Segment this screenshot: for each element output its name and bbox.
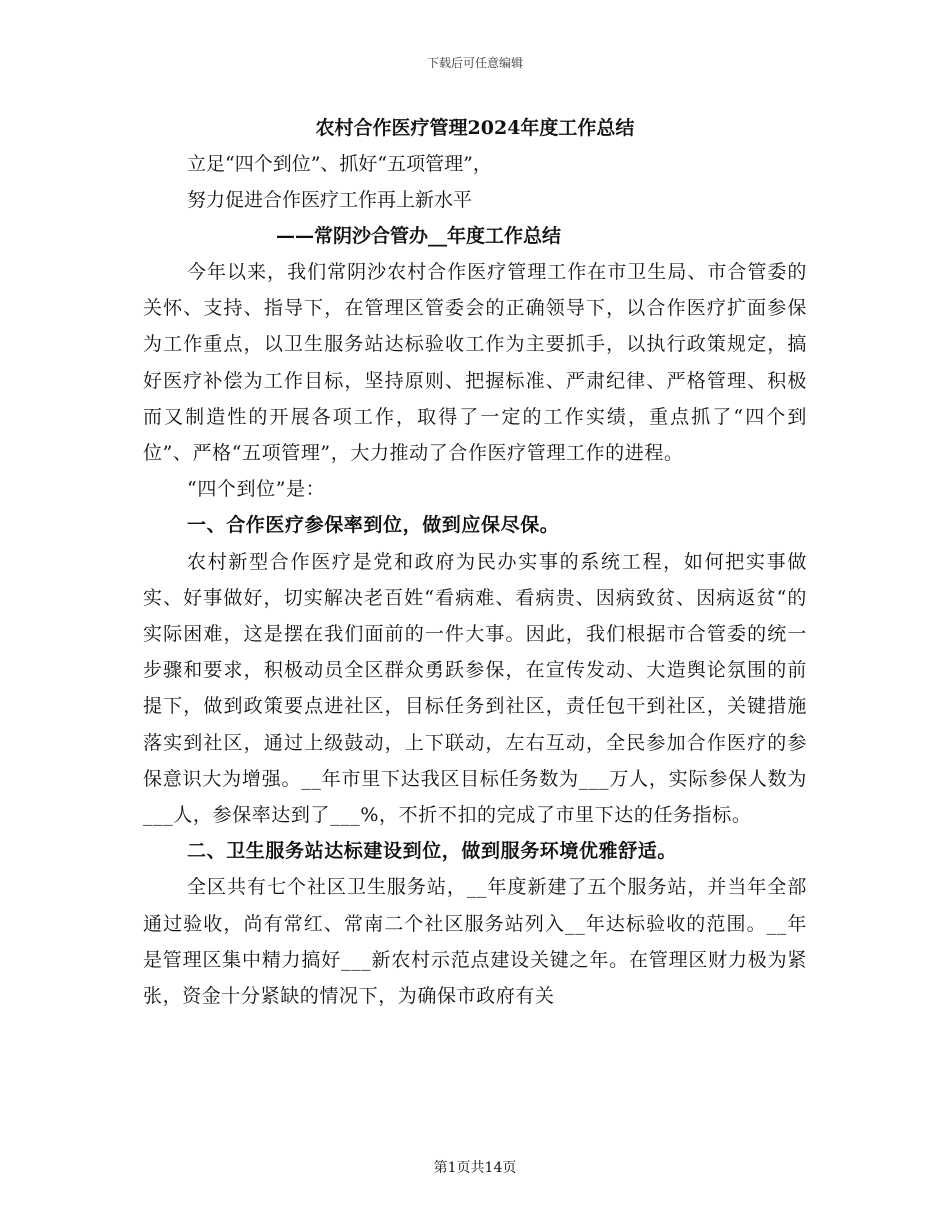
section-heading-1: 一、合作医疗参保率到位，做到应保尽保。 bbox=[187, 514, 560, 537]
byline: ——常阴沙合管办__年度工作总结 bbox=[276, 225, 562, 247]
paragraph-section-2: 全区共有七个社区卫生服务站，__年度新建了五个服务站，并当年全部通过验收，尚有常红、常南二个社区服务站列入__年达标验收的范围。__年是管理区集中精力搞好___新农村示范点建设关键之年。在管理区财力极为紧张，资金十分紧缺的情况下，为确保市政府有关 bbox=[143, 876, 807, 1008]
page-footer-number: 第1页共14页 bbox=[433, 1160, 517, 1176]
subtitle-line-1: 立足“四个到位”、抓好“五项管理”， bbox=[187, 153, 492, 175]
paragraph-intro: 今年以来，我们常阴沙农村合作医疗管理工作在市卫生局、市合管委的关怀、支持、指导下，在管理区管委会的正确领导下，以合作医疗扩面参保为工作重点，以卫生服务站达标验收工作为主要抓手，以执行政策规定，搞好医疗补偿为工作目标，坚持原则、把握标准、严肃纪律、严格管理、积极而又制造性的开展各项工作，取得了一定的工作实绩，重点抓了“四个到位”、严格“五项管理”，大力推动了合作医疗管理工作的进程。 bbox=[143, 261, 807, 465]
document-title: 农村合作医疗管理2024年度工作总结 bbox=[315, 117, 635, 139]
page-header-note: 下载后可任意编辑 bbox=[426, 56, 523, 70]
paragraph-four-items-intro: “四个到位”是： bbox=[187, 478, 326, 501]
subtitle-line-2: 努力促进合作医疗工作再上新水平 bbox=[187, 189, 473, 211]
paragraph-section-1: 农村新型合作医疗是党和政府为民办实事的系统工程，如何把实事做实、好事做好，切实解决老百姓“看病难、看病贵、因病致贫、因病返贫“的实际困难，这是摆在我们面前的一件大事。因此，我们根据市合管委的统一步骤和要求，积极动员全区群众勇跃参保，在宣传发动、大造舆论氛围的前提下，做到政策要点进社区，目标任务到社区，责任包干到社区，关键措施落实到社区，通过上级鼓动，上下联动，左右互动，全民参加合作医疗的参保意识大为增强。__年市里下达我区目标任务数为___万人，实际参保人数为___人，参保率达到了___%，不折不扣的完成了市里下达的任务指标。 bbox=[143, 550, 807, 827]
section-heading-2: 二、卫生服务站达标建设到位，做到服务环境优雅舒适。 bbox=[187, 840, 678, 863]
document-body bbox=[143, 110, 807, 1014]
